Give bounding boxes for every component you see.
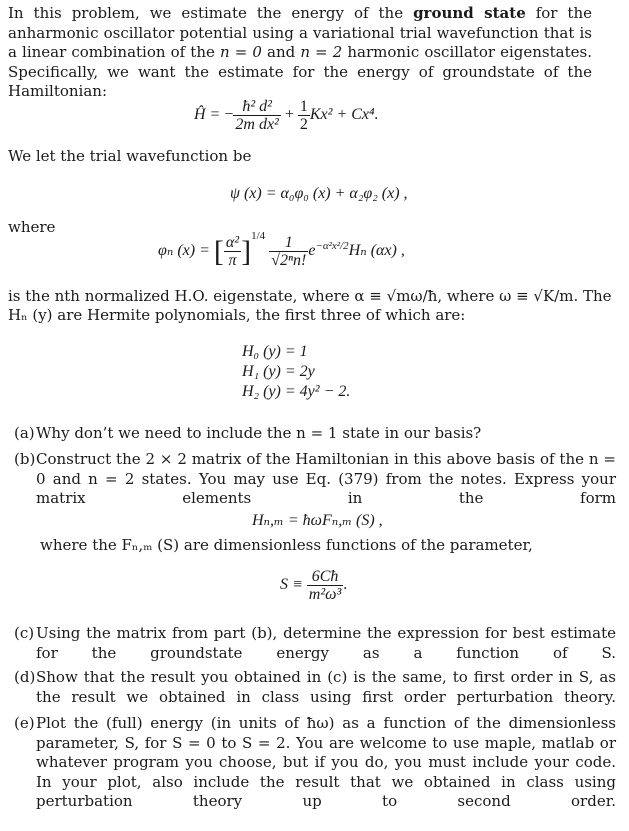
kinetic-fraction — [233, 98, 280, 133]
hermite-factor: Hₙ (αx) , — [348, 242, 405, 260]
right-bracket: ] — [241, 235, 252, 268]
quarter-power: 1/4 — [251, 229, 266, 242]
question-e — [14, 714, 620, 831]
s-parameter-equation: S ≡ $\frac{6Cħ}{\text{m²ω³}}$ . — [280, 568, 348, 603]
hamiltonian-plus: + — [284, 106, 294, 124]
question-a — [14, 424, 620, 443]
eigenstate-line-2: Hₙ (y) are Hermite polynomials, the first three of which are: — [8, 306, 466, 324]
question-a-text: Why don’t we need to include the n = 1 state in our basis? — [36, 424, 482, 442]
s-denominator: m²ω³ — [308, 586, 342, 603]
trial-intro-text: We let the trial wavefunction be — [8, 147, 252, 165]
half-denominator: 2 — [299, 116, 308, 133]
question-b-text: Construct the 2 × 2 matrix of the Hamiltonian in this above basis of the n = 0 and n = 2 states. You may use Eq. (379) from the notes. Express your matrix elements in the form — [36, 450, 616, 507]
potential-terms: Kx² + Cx⁴. — [309, 106, 379, 124]
s-fraction — [307, 568, 343, 603]
question-e-text: Plot the (full) energy (in units of ħω) as a function of the dimensionless parameter, S, for S = 0 to S = 2. You are welcome to use maple, matlab or whatever program you choose, but if you do, you must include your code. In your plot, also include the result that we obtained in class using perturbation theory up to second order. — [36, 714, 616, 810]
question-b-label: (b) — [14, 450, 36, 468]
half-fraction — [298, 98, 310, 133]
question-d-label: (d) — [14, 668, 36, 686]
s-lhs: S ≡ — [280, 576, 303, 594]
hermite-h0: H₀ (y) = 1 — [242, 343, 308, 360]
hermite-h2: H₂ (y) = 4y² − 2. — [242, 383, 351, 400]
s-numerator: 6Cħ — [311, 568, 339, 585]
hermite-list — [242, 342, 350, 402]
question-e-label: (e) — [14, 714, 35, 732]
question-a-label: (a) — [14, 424, 35, 442]
intro-n0: n = 0 — [219, 43, 262, 61]
hamiltonian-lhs: Ĥ = — [194, 106, 221, 124]
exponential-power: −α²x²/2 — [315, 239, 349, 252]
half-numerator: 1 — [299, 98, 308, 115]
where-label: where — [8, 218, 56, 236]
norm-fraction — [269, 234, 308, 269]
norm-denominator: √2ⁿn! — [271, 252, 307, 269]
norm-numerator: 1 — [284, 234, 293, 251]
hermite-h1: H₁ (y) = 2y — [242, 363, 315, 380]
exponential-e: e — [308, 242, 316, 260]
kinetic-denominator: 2m dx² — [235, 116, 279, 133]
kinetic-numerator: ħ² d² — [242, 98, 272, 115]
question-c-label: (c) — [14, 624, 35, 642]
left-bracket: [ — [213, 235, 224, 268]
question-d-text: Show that the result you obtained in (c) is the same, to first order in S, as the result we obtained in class using first order perturbation theory. — [36, 668, 616, 706]
question-b-text-2: where the Fₙ,ₘ (S) are dimensionless functions of the parameter, — [40, 536, 533, 554]
trial-wavefunction-equation: ψ (x) = α₀φ₀ (x) + α₂φ₂ (x) , — [230, 185, 408, 202]
pi-denominator: π — [224, 251, 241, 269]
alpha-squared: α² — [225, 234, 240, 251]
intro-text-2: for the anharmonic oscillator potential using a variational trial wavefunction that is a linear combination of the — [8, 4, 592, 61]
phi-lhs: φₙ (x) = — [158, 242, 210, 260]
hamiltonian-minus: − — [224, 106, 234, 124]
question-c-text: Using the matrix from part (b), determine the expression for best estimate for the groundstate energy as a function of S. — [36, 624, 616, 662]
eigenstate-line-1: is the nth normalized H.O. eigenstate, where α ≡ √mω/ħ, where ω ≡ √K/m. The — [8, 287, 612, 305]
alpha-pi-fraction — [224, 234, 241, 269]
matrix-element-equation: Hₙ,ₘ = ħωFₙ,ₘ (S) , — [252, 512, 383, 529]
intro-bold-ground-state: ground state — [413, 4, 526, 22]
phi-equation — [158, 229, 405, 269]
intro-n2: n = 2 — [300, 43, 343, 61]
hamiltonian-equation — [194, 98, 379, 133]
intro-and: and — [267, 43, 296, 61]
intro-text-1: In this problem, we estimate the energy of the — [8, 4, 404, 22]
intro-text-3: harmonic oscillator eigenstates. Specifically, we want the estimate for the energy of groundstate of the Hamiltonian: — [8, 43, 592, 100]
